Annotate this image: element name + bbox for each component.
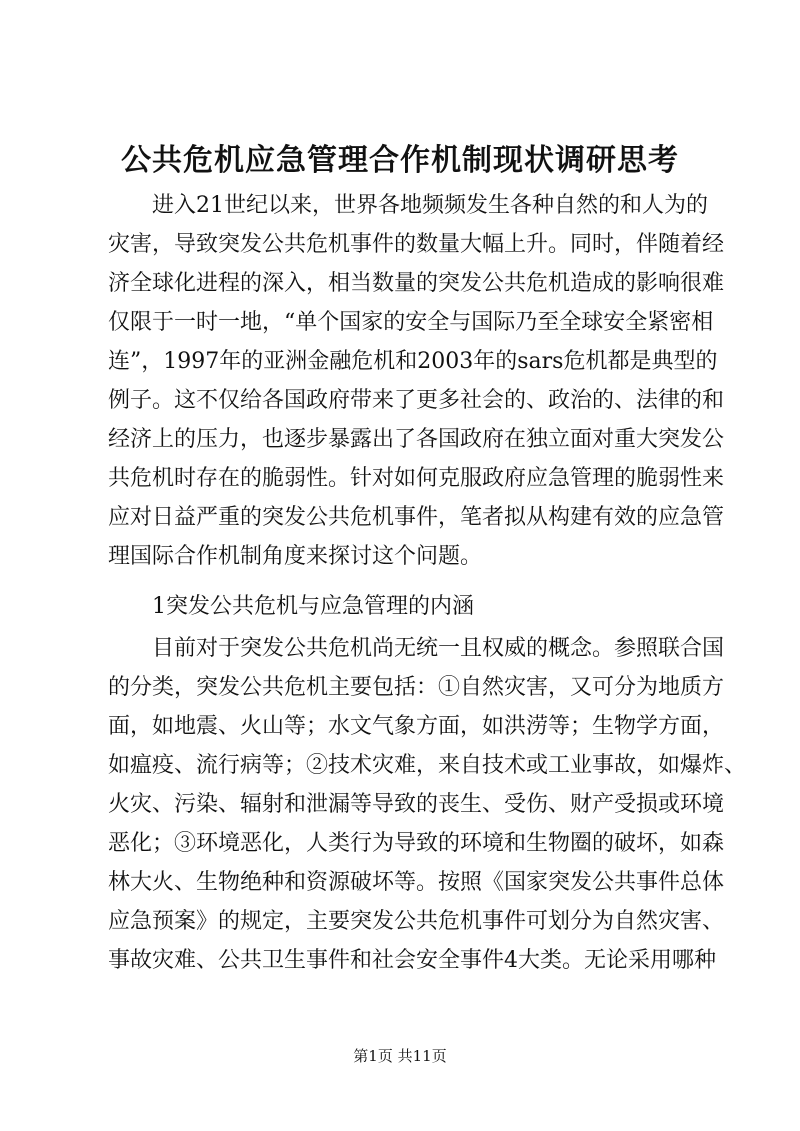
paragraph-line: 理国际合作机制角度来探讨这个问题。: [108, 544, 483, 569]
paragraph-line: 连”，1997年的亚洲金融危机和2003年的sars危机都是典型的: [108, 349, 718, 374]
paragraph-line: 例子。这不仅给各国政府带来了更多社会的、政治的、法律的和: [108, 388, 725, 413]
paragraph-line: 仅限于一时一地，“单个国家的安全与国际乃至全球安全紧密相: [108, 310, 714, 335]
paragraph-line: 共危机时存在的脆弱性。针对如何克服政府应急管理的脆弱性来: [108, 466, 725, 491]
paragraph-line: 济全球化进程的深入，相当数量的突发公共危机造成的影响很难: [108, 271, 725, 296]
paragraph-line: 火灾、污染、辐射和泄漏等导致的丧生、受伤、财产受损或环境: [108, 792, 725, 817]
page-title: 公共危机应急管理合作机制现状调研思考: [121, 143, 679, 178]
paragraph-line: 林大火、生物绝种和资源破坏等。按照《国家突发公共事件总体: [108, 870, 725, 895]
paragraph-line: 事故灾难、公共卫生事件和社会安全事件4大类。无论采用哪种: [108, 948, 716, 973]
paragraph-line: 恶化；③环境恶化，人类行为导致的环境和生物圈的破坏，如森: [108, 831, 725, 856]
paragraph-line: 灾害，导致突发公共危机事件的数量大幅上升。同时，伴随着经: [108, 232, 725, 257]
paragraph-line: 面，如地震、火山等；水文气象方面，如洪涝等；生物学方面，: [108, 714, 725, 739]
page-footer: 第1页 共11页: [353, 1047, 447, 1065]
paragraph-line: 进入21世纪以来，世界各地频频发生各种自然的和人为的: [152, 193, 708, 218]
paragraph-line: 如瘟疫、流行病等；②技术灾难，来自技术或工业事故，如爆炸、: [108, 753, 747, 778]
paragraph-line: 目前对于突发公共危机尚无统一且权威的概念。参照联合国: [152, 636, 725, 661]
paragraph-line: 应对日益严重的突发公共危机事件，笔者拟从构建有效的应急管: [108, 505, 725, 530]
section-heading: 1突发公共危机与应急管理的内涵: [152, 594, 474, 619]
paragraph-line: 经济上的压力，也逐步暴露出了各国政府在独立面对重大突发公: [108, 427, 725, 452]
paragraph-line: 应急预案》的规定，主要突发公共危机事件可划分为自然灾害、: [108, 909, 725, 934]
paragraph-line: 的分类，突发公共危机主要包括：①自然灾害，又可分为地质方: [108, 675, 725, 700]
